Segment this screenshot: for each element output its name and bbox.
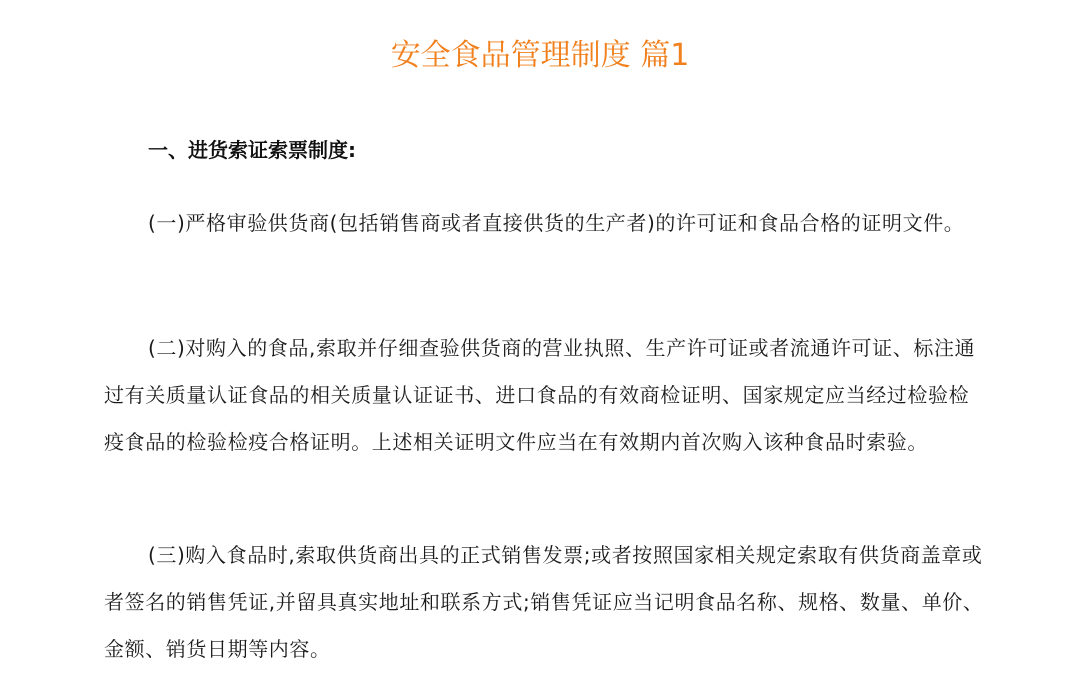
section-heading: 一、进货索证索票制度:: [148, 138, 356, 162]
paragraph-1: (一)严格审验供货商(包括销售商或者直接供货的生产者)的许可证和食品合格的证明文件。: [148, 211, 965, 235]
document-title: 安全食品管理制度 篇1: [390, 38, 690, 73]
paragraph-3: (三)购入食品时,索取供货商出具的正式销售发票;或者按照国家相关规定索取有供货商盖章或者签名的销售凭证,并留具真实地址和联系方式;销售凭证应当记明食品名称、规格、数量、单价、金额、销货日期等内容。: [104, 543, 984, 661]
paragraph-2: (二)对购入的食品,索取并仔细查验供货商的营业执照、生产许可证或者流通许可证、标注通过有关质量认证食品的相关质量认证证书、进口食品的有效商检证明、国家规定应当经过检验检疫食品的检验检疫合格证明。上述相关证明文件应当在有效期内首次购入该种食品时索验。: [104, 336, 976, 454]
